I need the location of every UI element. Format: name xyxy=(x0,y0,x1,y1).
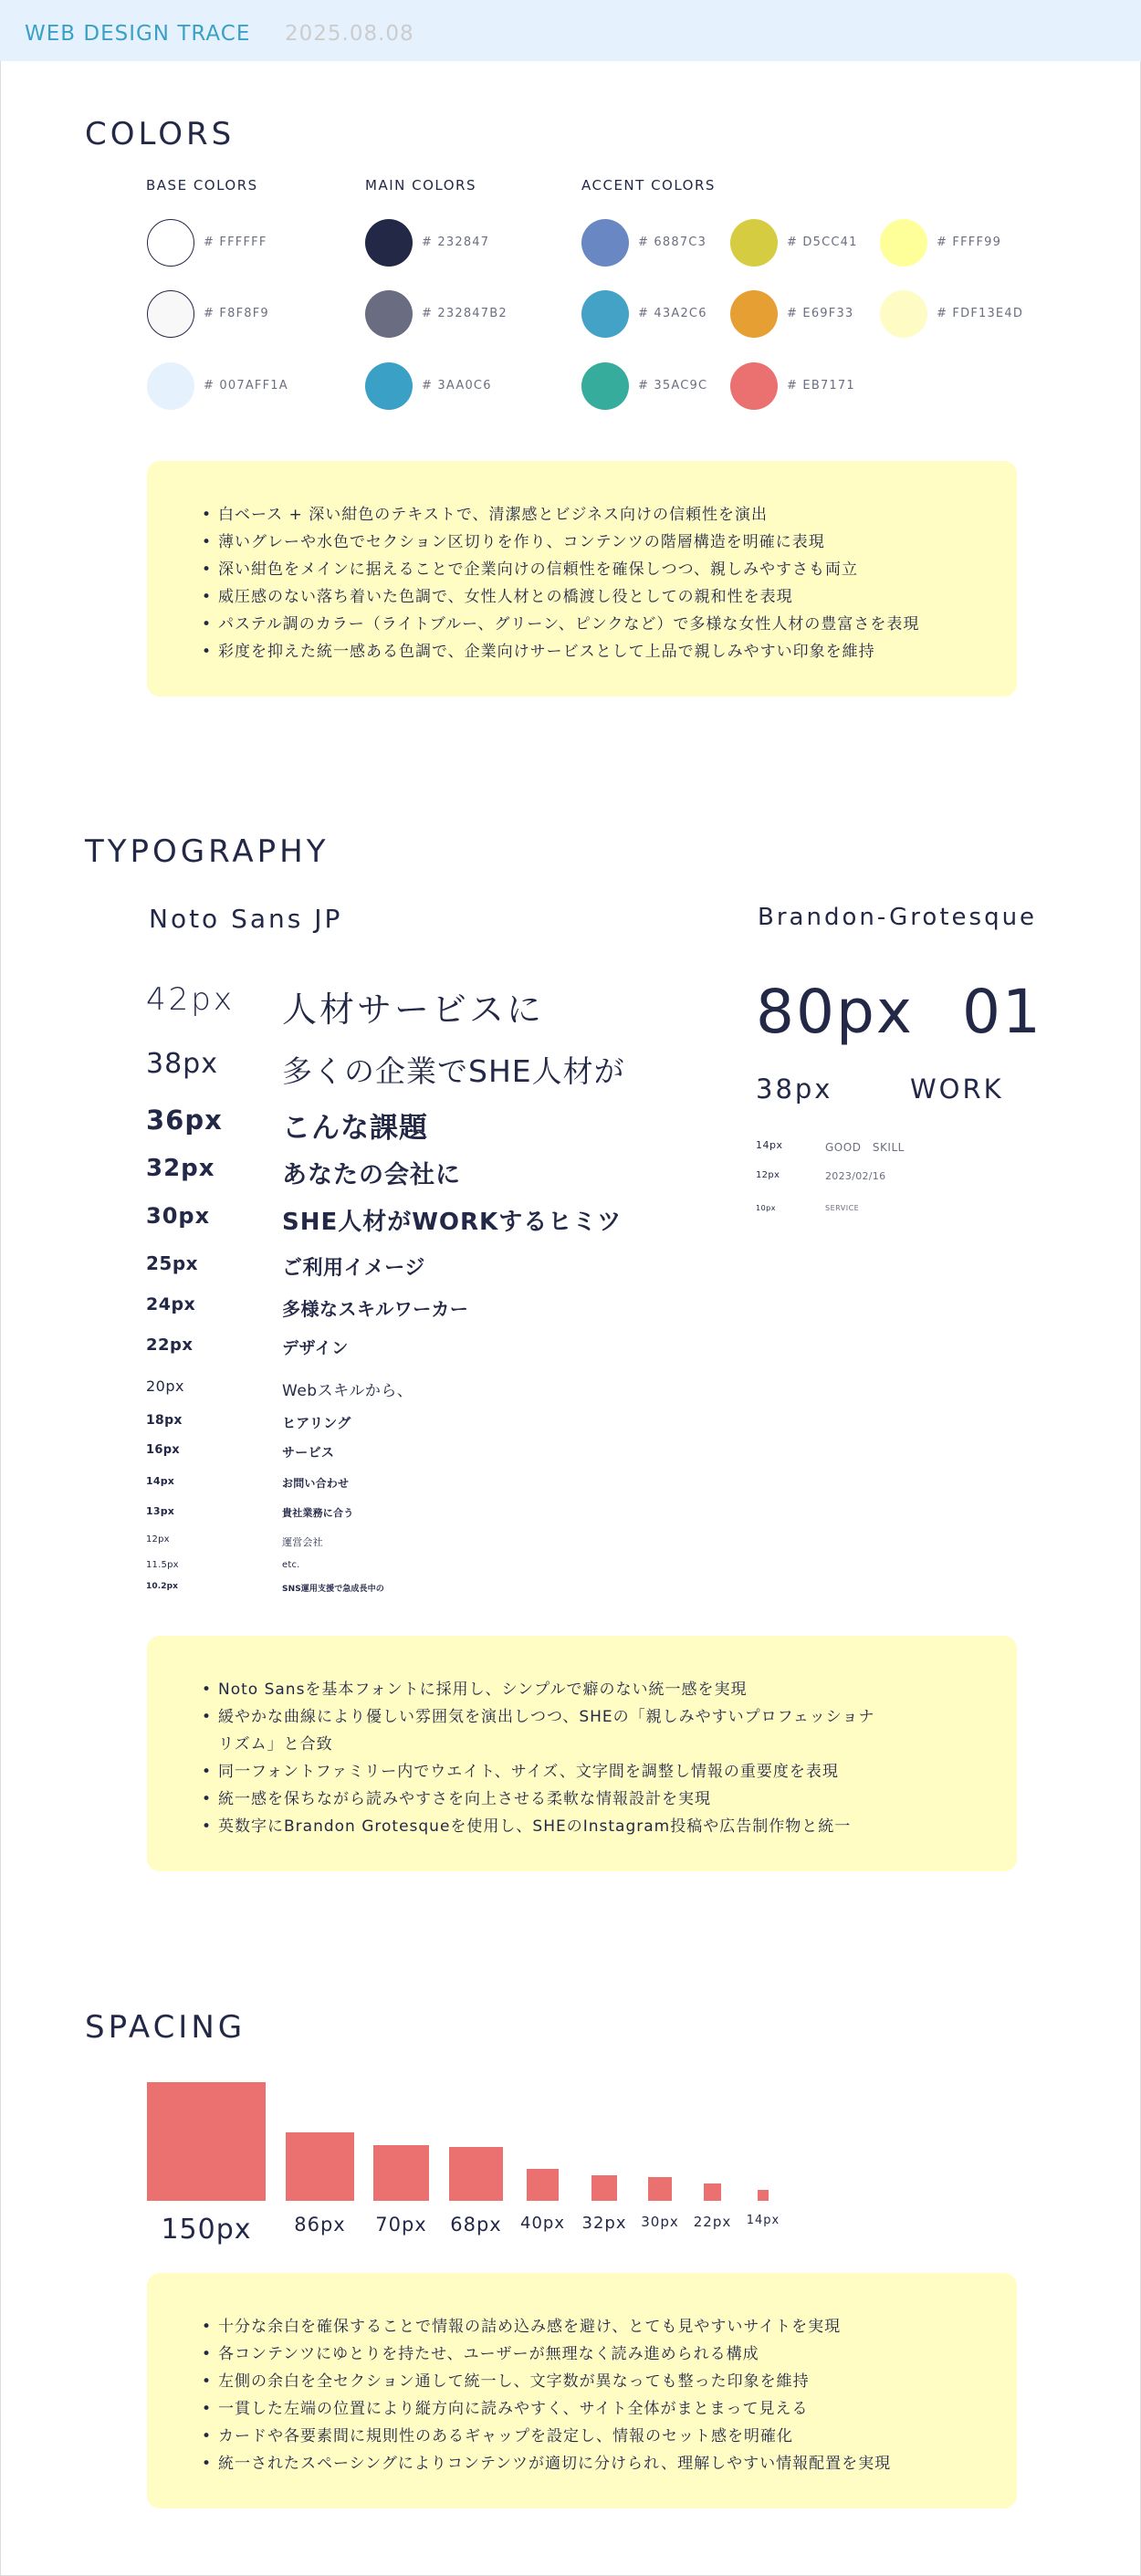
note-item: • 左側の余白を全セクション通して統一し、文字数が異なっても整った印象を維持 xyxy=(202,2368,987,2395)
brand-title: WEB DESIGN TRACE xyxy=(25,22,251,46)
spacing-block xyxy=(286,2132,354,2201)
note-item: • 白ベース + 深い紺色のテキストで、清潔感とビジネス向けの信頼性を演出 xyxy=(202,501,987,529)
type-size-label: 10.2px xyxy=(146,1582,179,1591)
main-colors-label: MAIN COLORS xyxy=(365,177,476,194)
color-swatch xyxy=(730,290,778,338)
note-item: • 十分な余白を確保することで情報の詰め込み感を避け、とても見やすいサイトを実現 xyxy=(202,2313,987,2340)
color-code-label: # F8F8F9 xyxy=(204,307,269,320)
type-sample-text: Webスキルから、 xyxy=(282,1382,413,1400)
note-item: • 彩度を抑えた統一感ある色調で、企業向けサービスとして上品で親しみやすい印象を維持 xyxy=(202,638,987,665)
type-sample-text: お問い合わせ xyxy=(282,1477,350,1490)
note-item: • 統一感を保ちながら読みやすさを向上させる柔軟な情報設計を実現 xyxy=(202,1785,877,1813)
type-sample-text: 多くの企業でSHE人材が xyxy=(282,1053,625,1089)
color-swatch xyxy=(581,219,629,267)
spacing-block xyxy=(527,2169,559,2201)
type-size-label: 80px xyxy=(756,977,914,1047)
type-sample-text: SNS運用支援で急成長中の xyxy=(282,1585,384,1594)
color-swatch xyxy=(730,219,778,267)
type-sample-text: サービス xyxy=(282,1446,335,1461)
colors-notes-list xyxy=(202,501,987,665)
type-size-label: 36px xyxy=(146,1105,223,1136)
color-code-label: # FDF13E4D xyxy=(937,307,1024,320)
type-sample-text: WORK xyxy=(910,1073,1004,1105)
type-sample-text: ご利用イメージ xyxy=(282,1257,425,1280)
type-size-label: 30px xyxy=(146,1203,211,1229)
type-sample-text: 2023/02/16 xyxy=(825,1170,886,1182)
type-sample-text: SHE人材がWORKするヒミツ xyxy=(282,1209,623,1236)
color-code-label: # 007AFF1A xyxy=(204,379,288,393)
spacing-notes-list xyxy=(202,2313,987,2477)
font-name-brandon: Brandon-Grotesque xyxy=(758,904,1038,931)
type-size-label: 14px xyxy=(146,1475,175,1487)
spacing-block xyxy=(373,2145,429,2201)
color-code-label: # D5CC41 xyxy=(787,236,858,249)
note-item: • 一貫した左端の位置により縦方向に読みやすく、サイト全体がまとまって見える xyxy=(202,2395,987,2423)
color-swatch xyxy=(365,290,413,338)
typography-notes-list xyxy=(202,1676,877,1840)
type-sample-text: 運営会社 xyxy=(282,1536,323,1548)
color-code-label: # 3AA0C6 xyxy=(422,379,492,393)
type-size-label: 38px xyxy=(146,1048,218,1080)
color-code-label: # 232847 xyxy=(422,236,490,249)
spacing-label: 86px xyxy=(294,2214,346,2236)
note-item: • カードや各要素間に規則性のあるギャップを設定し、情報のセット感を明確化 xyxy=(202,2423,987,2450)
typography-section-title: TYPOGRAPHY xyxy=(85,833,330,870)
spacing-label: 70px xyxy=(375,2214,427,2236)
spacing-label: 68px xyxy=(450,2214,502,2236)
type-size-label: 22px xyxy=(146,1335,194,1355)
color-swatch xyxy=(147,219,194,267)
type-sample-text: SERVICE xyxy=(825,1204,860,1212)
type-size-label: 14px xyxy=(756,1139,783,1151)
color-swatch xyxy=(581,290,629,338)
type-size-label: 12px xyxy=(756,1170,780,1180)
note-item: • 同一フォントファミリー内でウエイト、サイズ、文字間を調整し情報の重要度を表現 xyxy=(202,1758,877,1785)
type-sample-text: あなたの会社に xyxy=(282,1161,461,1189)
base-colors-label: BASE COLORS xyxy=(146,177,258,194)
type-sample-text: こんな課題 xyxy=(282,1112,428,1145)
note-item: • 威圧感のない落ち着いた色調で、女性人材との橋渡し役としての親和性を表現 xyxy=(202,583,987,611)
color-code-label: # 35AC9C xyxy=(638,379,708,393)
spacing-block xyxy=(591,2175,617,2201)
type-size-label: 16px xyxy=(146,1443,180,1457)
color-swatch xyxy=(730,362,778,410)
color-code-label: # E69F33 xyxy=(787,307,854,320)
spacing-block xyxy=(449,2147,503,2201)
spacing-block xyxy=(147,2082,266,2201)
type-size-label: 18px xyxy=(146,1413,183,1428)
type-size-label: 11.5px xyxy=(146,1560,179,1570)
type-size-label: 20px xyxy=(146,1377,184,1395)
color-code-label: # FFFFFF xyxy=(204,236,267,249)
color-swatch xyxy=(581,362,629,410)
type-size-label: 13px xyxy=(146,1505,175,1517)
colors-notes-box xyxy=(147,461,1017,696)
colors-section-title: COLORS xyxy=(85,116,236,152)
type-size-label: 25px xyxy=(146,1252,199,1274)
color-swatch xyxy=(365,219,413,267)
spacing-label: 150px xyxy=(161,2214,252,2246)
note-item: • 薄いグレーや水色でセクション区切りを作り、コンテンツの階層構造を明確に表現 xyxy=(202,529,987,556)
font-name-noto: Noto Sans JP xyxy=(149,904,343,934)
type-sample-text: etc. xyxy=(282,1560,300,1570)
type-sample-text: ヒアリング xyxy=(282,1415,351,1431)
type-sample-text: 貴社業務に合う xyxy=(282,1507,354,1519)
spacing-section-title: SPACING xyxy=(85,2009,246,2046)
note-item: • Noto Sansを基本フォントに採用し、シンプルで癖のない統一感を実現 xyxy=(202,1676,877,1703)
spacing-block xyxy=(648,2177,672,2201)
spacing-block xyxy=(758,2190,769,2201)
note-item: • 各コンテンツにゆとりを持たせ、ユーザーが無理なく読み進められる構成 xyxy=(202,2340,987,2368)
type-sample-text: 01 xyxy=(962,977,1042,1047)
type-size-label: 24px xyxy=(146,1294,196,1314)
spacing-label: 14px xyxy=(746,2214,780,2227)
type-sample-text: 人材サービスに xyxy=(282,990,545,1030)
spacing-label: 40px xyxy=(520,2214,565,2233)
note-item: • 英数字にBrandon Grotesqueを使用し、SHEのInstagram投稿や広告制作物と統一 xyxy=(202,1813,877,1840)
note-item: • パステル調のカラー（ライトブルー、グリーン、ピンクなど）で多様な女性人材の豊富さを表現 xyxy=(202,611,987,638)
spacing-label: 22px xyxy=(693,2214,732,2230)
spacing-label: 30px xyxy=(641,2214,679,2230)
color-swatch xyxy=(147,290,194,338)
color-code-label: # EB7171 xyxy=(787,379,855,393)
header-date: 2025.08.08 xyxy=(285,22,414,46)
type-sample-text: デザイン xyxy=(282,1339,349,1358)
type-size-label: 42px xyxy=(146,981,235,1018)
spacing-notes-box xyxy=(147,2273,1017,2508)
type-size-label: 12px xyxy=(146,1534,170,1545)
type-size-label: 32px xyxy=(146,1155,215,1182)
color-code-label: # 43A2C6 xyxy=(638,307,707,320)
color-code-label: # FFFF99 xyxy=(937,236,1002,249)
color-swatch xyxy=(147,362,194,410)
color-swatch xyxy=(365,362,413,410)
typography-notes-box xyxy=(147,1636,1017,1871)
spacing-block xyxy=(704,2183,721,2201)
note-item: • 統一されたスペーシングによりコンテンツが適切に分けられ、理解しやすい情報配置を実現 xyxy=(202,2450,987,2477)
spacing-label: 32px xyxy=(581,2214,627,2233)
color-code-label: # 6887C3 xyxy=(638,236,707,249)
color-code-label: # 232847B2 xyxy=(422,307,508,320)
type-sample-text: GOOD SKILL xyxy=(825,1141,905,1154)
type-size-label: 10px xyxy=(756,1204,776,1212)
top-bar xyxy=(0,0,1141,61)
accent-colors-label: ACCENT COLORS xyxy=(581,177,716,194)
color-swatch xyxy=(880,290,927,338)
note-item: • 緩やかな曲線により優しい雰囲気を演出しつつ、SHEの「親しみやすいプロフェッショナリズム」と合致 xyxy=(202,1703,877,1758)
type-sample-text: 多様なスキルワーカー xyxy=(282,1298,469,1320)
type-size-label: 38px xyxy=(756,1073,833,1105)
color-swatch xyxy=(880,219,927,267)
note-item: • 深い紺色をメインに据えることで企業向けの信頼性を確保しつつ、親しみやすさも両立 xyxy=(202,556,987,583)
